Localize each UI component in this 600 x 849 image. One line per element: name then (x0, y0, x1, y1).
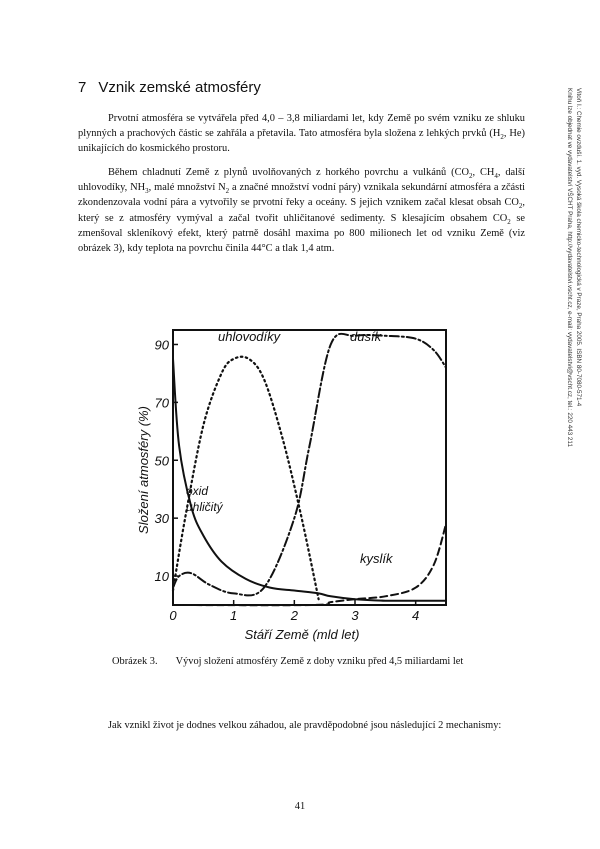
paragraph-secondary-atmosphere (78, 165, 525, 256)
chart-axes (155, 330, 446, 623)
caption-label: Obrázek 3. (112, 656, 158, 667)
x-tick-label: 0 (169, 608, 177, 623)
curve-label-oxid-line1: oxid (186, 484, 209, 498)
paragraph3-text: Jak vznikl život je dodnes velkou záhadou, ale pravděpodobné jsou následující 2 mechanismy: (108, 720, 502, 731)
p2-s2: 4 (494, 172, 498, 181)
p2-s4: 2 (225, 187, 230, 196)
chart-y-axis-label: Složení atmosféry (%) (136, 406, 151, 534)
section-title: Vznik zemské atmosféry (98, 79, 261, 96)
x-tick-label: 2 (290, 608, 298, 623)
side-margin-note (565, 88, 582, 447)
p2-s6: 2 (507, 217, 511, 226)
paragraph-primordial-atmosphere (78, 111, 525, 157)
atmosphere-composition-chart (128, 320, 478, 650)
paragraph1-text-a: Prvotní atmosféra se vytvářela před 4,0 – 3,8 miliardami let, kdy Země po svém vzniku ze shluku plynných a prachových částic se zahřála a přetavila. Tato atmosféra byla složena z lehkých prvků (H (78, 113, 525, 140)
atmosphere-composition-figure (128, 320, 478, 650)
y-tick-label: 30 (154, 511, 169, 527)
series-line-uhlovodiky (173, 357, 319, 599)
side-note-line1: Vitoň I.: Chemie ovzduší. 1. vyd. Vysoká škola chemicko-technologická v Praze, Praha 2005. ISBN 80-7080-571-4 (575, 88, 582, 407)
page-number: 41 (294, 801, 306, 812)
y-tick-label: 90 (154, 337, 169, 353)
p2-s5: 2 (518, 202, 523, 211)
curve-label-kyslik: kyslík (360, 551, 393, 566)
section-heading (78, 79, 261, 96)
caption-text: Vývoj složení atmosféry Země z doby vzniku před 4,5 miliardami let (175, 656, 464, 667)
x-tick-label: 3 (351, 608, 359, 623)
y-tick-label: 10 (154, 569, 169, 585)
paragraph1-sub: 2 (500, 133, 504, 142)
series-line-oxid-uhlicity (173, 359, 446, 601)
p2-d: , malé množství N (148, 182, 226, 194)
p2-f: , který se z atmosféry vymýval a začal tvořit uhličitanové sedimenty. S klesajícím obsahem CO (78, 197, 525, 224)
p2-a: Během chladnutí Země z plynů uvolňovaných z horkého povrchu a vulkánů (CO (108, 167, 470, 178)
p2-s3: 3 (145, 187, 149, 196)
x-tick-label: 4 (412, 608, 420, 623)
paragraph-origin-of-life (78, 718, 525, 733)
curve-label-oxid-line2: uhličitý (186, 500, 223, 514)
side-note-line2: Knihu lze objednat ve vydavatelství VŠCHT Praha, http://vydavatelstvi.vscht.cz, e-mail: vydavatelstvi@vscht.cz, tel.: 220 443 211 (566, 88, 574, 447)
p2-g: se zmenšoval skleníkový efekt, který patrně dosáhl maxima po 800 milionech let od vzniku Země (viz obrázek 3), kdy teplota na povrchu činila 44°C a tlak 1,4 atm. (78, 212, 525, 255)
chart-curves (173, 334, 446, 605)
y-tick-label: 50 (154, 453, 169, 469)
p2-s1: 2 (469, 172, 473, 181)
plot-frame (173, 330, 446, 605)
paragraph1-text-b: , He) unikajících do kosmického prostoru. (78, 128, 525, 155)
p2-b: , CH (472, 167, 495, 178)
section-number: 7 (78, 79, 87, 96)
curve-label-uhlovodiky: uhlovodíky (218, 329, 281, 344)
figure-caption (112, 656, 463, 667)
p2-c: , další uhlovodíky, NH (78, 167, 525, 194)
p2-e: a značné množství vodní páry) vznikala sekundární atmosféra a zčásti zkondenzovala vodní pára a vytvořily se prvotní řeky a oceány. S jejich vznikem začal klesat obsah CO (78, 182, 525, 209)
curve-label-dusik: dusík (350, 329, 382, 344)
x-tick-label: 1 (230, 608, 238, 623)
chart-x-axis-label: Stáří Země (mld let) (244, 627, 360, 642)
y-tick-label: 70 (154, 395, 169, 411)
